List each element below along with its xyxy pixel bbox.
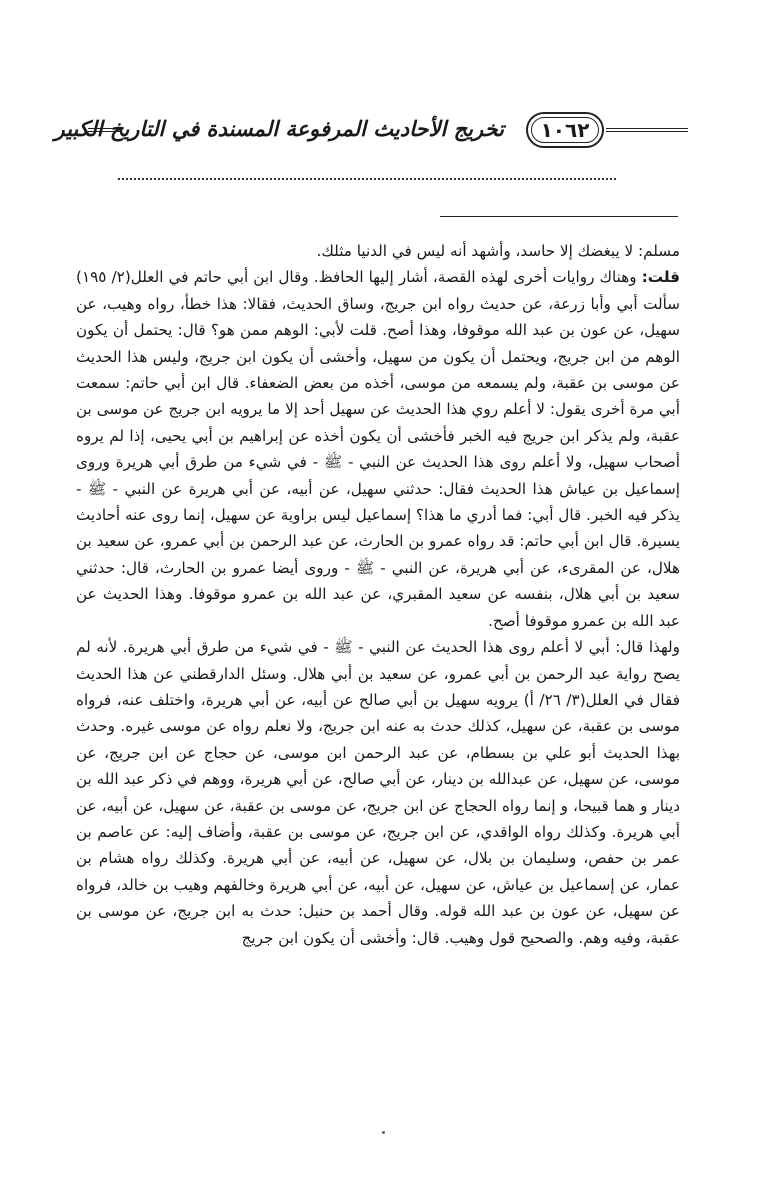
header-rule-right bbox=[606, 128, 688, 132]
paragraph bbox=[76, 264, 680, 634]
body-text bbox=[76, 238, 680, 951]
footnote-separator bbox=[440, 216, 678, 217]
paragraph-text: ولهذا قال: أبي لا أعلم روى هذا الحديث عن النبي - ﷺ - في شيء من طرق أبي هريرة. لأنه لم يصح رواية عبد الرحمن بن أبي عمرو، عن سعيد بن أبي هلال. وسئل الدارقطني عن هذا الحديث فقال في العلل(٣/ ٢٦/ أ) يرويه سهيل بن أبي صالح عن أبيه، عن أبي هريرة، واختلف عنه، فرواه موسى بن عقبة، عن سهيل، كذلك حدث به عنه ابن جريج، ولا نعلم رواه عن موسى غيره. وحدث بهذا الحديث أبو علي بن بسطام، عن عبد الرحمن ابن موسى، عن حجاج عن ابن جريج، عن موسى، عن سهيل، عن عبدالله بن دينار، عن أبي صالح، عن أبي هريرة، ووهم في ذكر عبد الله بن دينار و هما قبيحا، و إنما رواه الحجاج عن ابن جريج، عن موسى بن عقبة، عن سهيل، عن أبيه، عن أبي هريرة. وكذلك رواه الواقدي، عن ابن جريج، عن موسى بن عقبة، وأضاف إليه: عن عاصم بن عمر بن حفص، وسليمان بن بلال، عن سهيل، عن أبيه، عن أبي هريرة. وكذلك رواه هشام بن عمار، عن إسماعيل بن عياش، عن سهيل، عن أبيه، عن أبي هريرة وخالفهم وهيب بن خالد، فرواه عن سهيل، عن عون بن عبد الله قوله. وقال أحمد بن حنبل: حدث به ابن جريج، عن موسى بن عقبة، وفيه وهم. والصحيح قول وهيب. قال: وأخشى أن يكون ابن جريج bbox=[76, 638, 680, 947]
paragraph-text: مسلم: لا يبغضك إلا حاسد، وأشهد أنه ليس في الدنيا مثلك. bbox=[316, 242, 680, 260]
paragraph bbox=[76, 634, 680, 951]
paragraph-text: وهناك روايات أخرى لهذه القصة، أشار إليها الحافظ. وقال ابن أبي حاتم في العلل(٢/ ١٩٥) سألت أبي وأبا زرعة، عن حديث رواه ابن جريج، وساق الحديث، فقالا: هذا خطأ، رواه وهيب، عن سهيل، عن عون بن عبد الله موقوفا، وهذا أصح. قلت لأبي: الوهم ممن هو؟ قال: يحتمل أن يكون الوهم من ابن جريج، ويحتمل أن يكون من سهيل، وأخشى أن يكون ابن جريج، وليس هذا الحديث عن موسى بن عقبة، ولم يسمعه من موسى، أخذه من بعض الضعفاء. قال ابن أبي حاتم: سمعت أبي مرة أخرى يقول: لا أعلم روي هذا الحديث عن سهيل أحد إلا ما يرويه ابن جريج عن موسى بن عقبة، ولم يذكر ابن جريج فيه الخبر فأخشى أن يكون أخذه عن إبراهيم بن أبي يحيى، إذا لم يروه أصحاب سهيل، ولا أعلم روى هذا الحديث عن النبي - ﷺ - في شيء من طرق أبي هريرة وروى إسماعيل بن عياش هذا الحديث فقال: حدثني سهيل، عن أبيه، عن أبي هريرة عن النبي - ﷺ - يذكر فيه الخبر. قال أبي: فما أدري ما هذا؟ إسماعيل ليس براوية عن سهيل، إنما روى عنه أحاديث يسيرة. قال ابن أبي حاتم: قد رواه عمرو بن الحارث، عن عبد الرحمن بن أبي عمرو، عن سعيد بن هلال، عن المقرىء، عن أبي هريرة، عن النبي - ﷺ - وروى أيضا عمرو بن الحارث، قال: حدثني سعيد بن أبي هلال، بنفسه عن سعيد المقبري، عن عبد الله بن عمرو موقوفا. وهذا الحديث عن عبد الله بن عمرو موقوفا أصح. bbox=[76, 268, 680, 630]
page-number: ١٠٦٢ bbox=[540, 118, 590, 142]
page-mark bbox=[382, 1131, 385, 1134]
dotted-divider bbox=[118, 178, 616, 180]
running-title: تخريج الأحاديث المرفوعة المسندة في التاريخ الكبير bbox=[54, 117, 504, 141]
paragraph-lead: قلت: bbox=[641, 268, 680, 287]
page-number-frame bbox=[526, 112, 604, 148]
page-header bbox=[54, 108, 686, 152]
paragraph bbox=[76, 238, 680, 264]
